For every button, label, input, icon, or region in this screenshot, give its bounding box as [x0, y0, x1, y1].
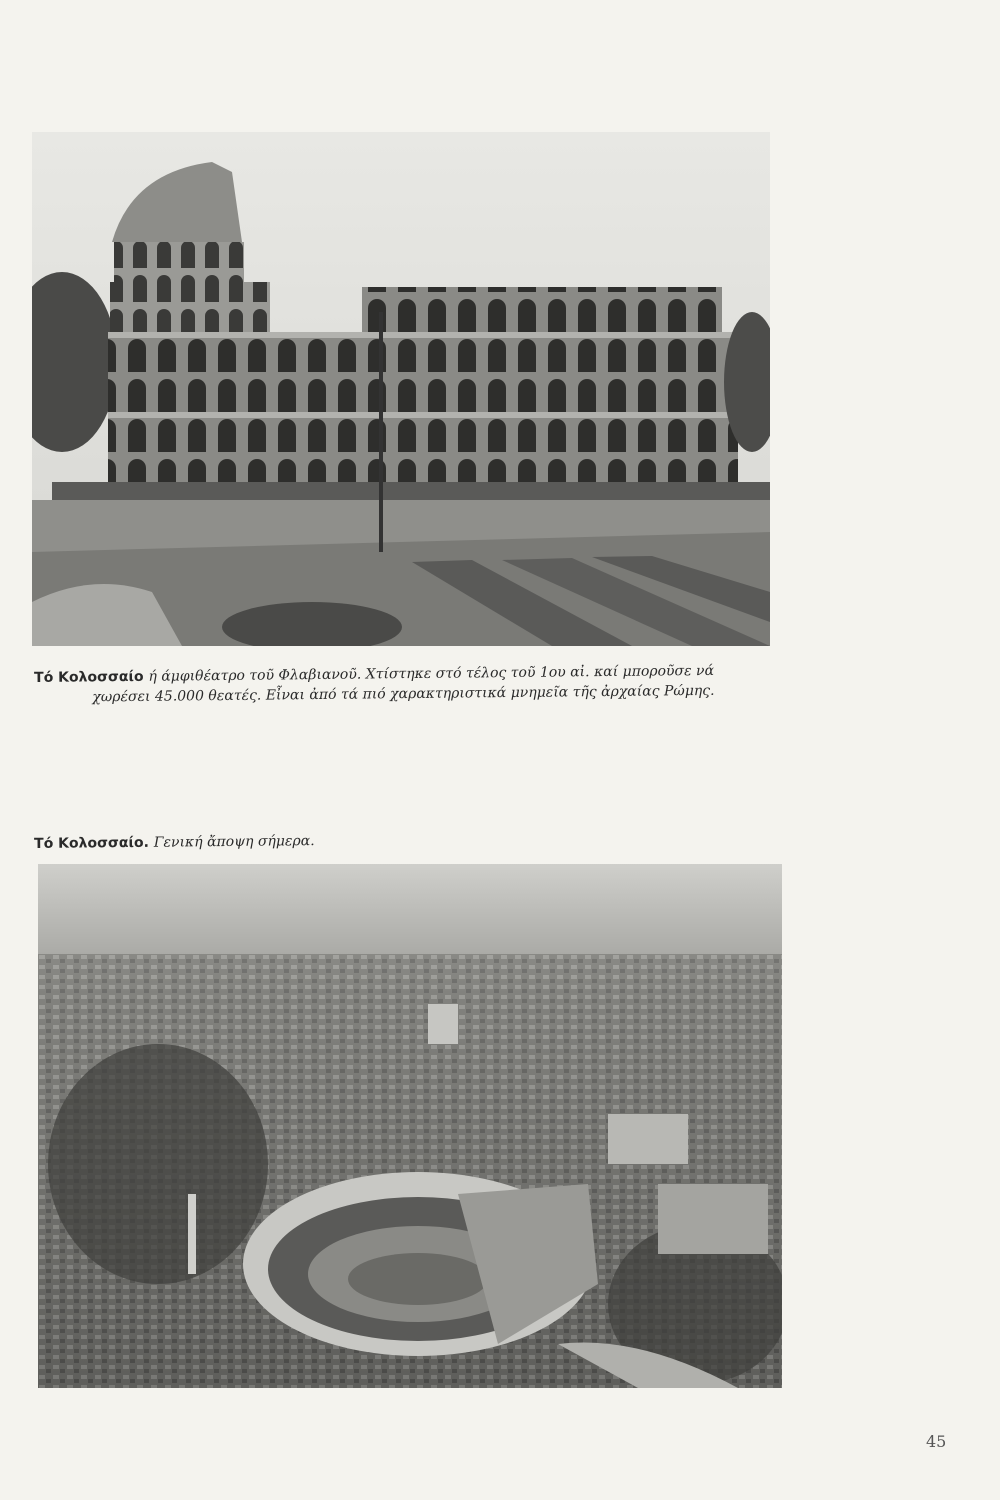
colosseum-street-photo	[32, 132, 770, 646]
caption-1-text-line1: ή άμφιθέατρο τοῦ Φλαβιανοῦ. Χτίστηκε στό τέλος τοῦ 1ου αἰ. καί μποροῦσε νά	[148, 662, 715, 685]
caption-1-title: Τό Κολοσσαίο	[34, 668, 149, 686]
figure-caption-2	[34, 828, 634, 854]
caption-2-title: Τό Κολοσσαίο.	[34, 834, 154, 852]
page-number: 45	[926, 1432, 947, 1451]
caption-2-text-line1: Γενική ἄποψη σήμερα.	[153, 833, 315, 851]
figure-caption-1	[34, 660, 774, 708]
colosseum-street-photo-image	[32, 132, 770, 646]
colosseum-aerial-photo-image	[38, 864, 782, 1388]
caption-1-text-line2: χωρέσει 45.000 θεατές. Εἶναι ἀπό τά πιό χαρακτηριστικά μνημεῖα τῆς ἀρχαίας Ρώμης.	[92, 682, 715, 706]
colosseum-aerial-photo	[38, 864, 782, 1388]
